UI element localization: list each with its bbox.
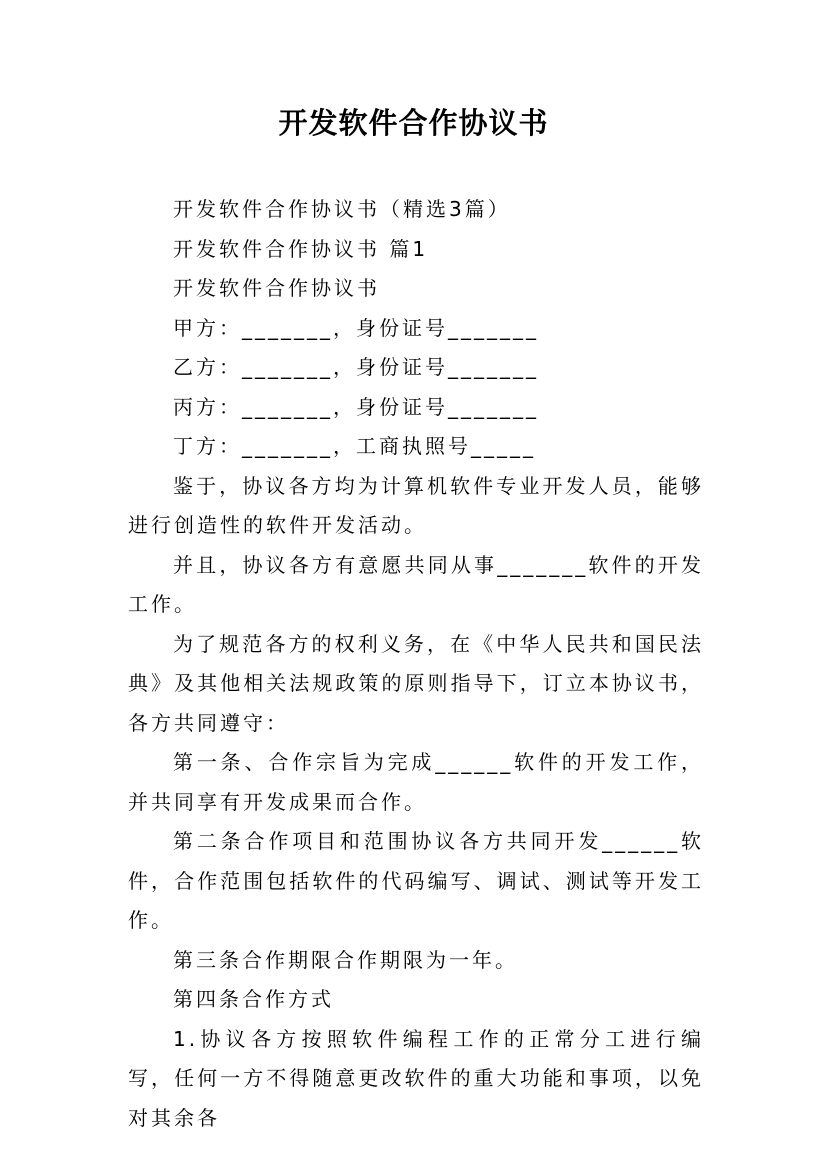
party-b-line: 乙方：_______，身份证号_______ bbox=[173, 355, 539, 379]
article-3: 第三条合作期限合作期限为一年。 bbox=[173, 947, 518, 972]
paragraph-agreement-name: 开发软件合作协议书 bbox=[173, 276, 380, 300]
party-a-line: 甲方：_______，身份证号_______ bbox=[173, 315, 539, 340]
party-c-line: 丙方：_______，身份证号_______ bbox=[173, 394, 539, 419]
document-body bbox=[128, 190, 704, 1138]
article-2: 第二条合作项目和范围协议各方共同开发______软件，合作范围包括软件的代码编写、调试、测试等开发工作。 bbox=[128, 829, 704, 932]
article-4-item-1: 1.协议各方按照软件编程工作的正常分工进行编写，任何一方不得随意更改软件的重大功能和事项，以免对其余各 bbox=[128, 1026, 704, 1130]
paragraph-intent: 并且，协议各方有意愿共同从事_______软件的开发工作。 bbox=[128, 552, 704, 616]
article-4-heading: 第四条合作方式 bbox=[173, 987, 334, 1011]
document-title: 开发软件合作协议书 bbox=[278, 106, 549, 140]
paragraph-section-heading: 开发软件合作协议书 篇1 bbox=[173, 236, 429, 261]
article-1: 第一条、合作宗旨为完成______软件的开发工作，并共同享有开发成果而合作。 bbox=[128, 750, 704, 814]
paragraph-subtitle: 开发软件合作协议书（精选3篇） bbox=[173, 197, 511, 221]
party-d-line: 丁方：_______，工商执照号_____ bbox=[173, 434, 536, 458]
paragraph-purpose: 为了规范各方的权利义务，在《中华人民共和国民法典》及其他相关法规政策的原则指导下，订立本协议书，各方共同遵守： bbox=[128, 631, 704, 735]
paragraph-whereas: 鉴于，协议各方均为计算机软件专业开发人员，能够进行创造性的软件开发活动。 bbox=[128, 473, 704, 537]
